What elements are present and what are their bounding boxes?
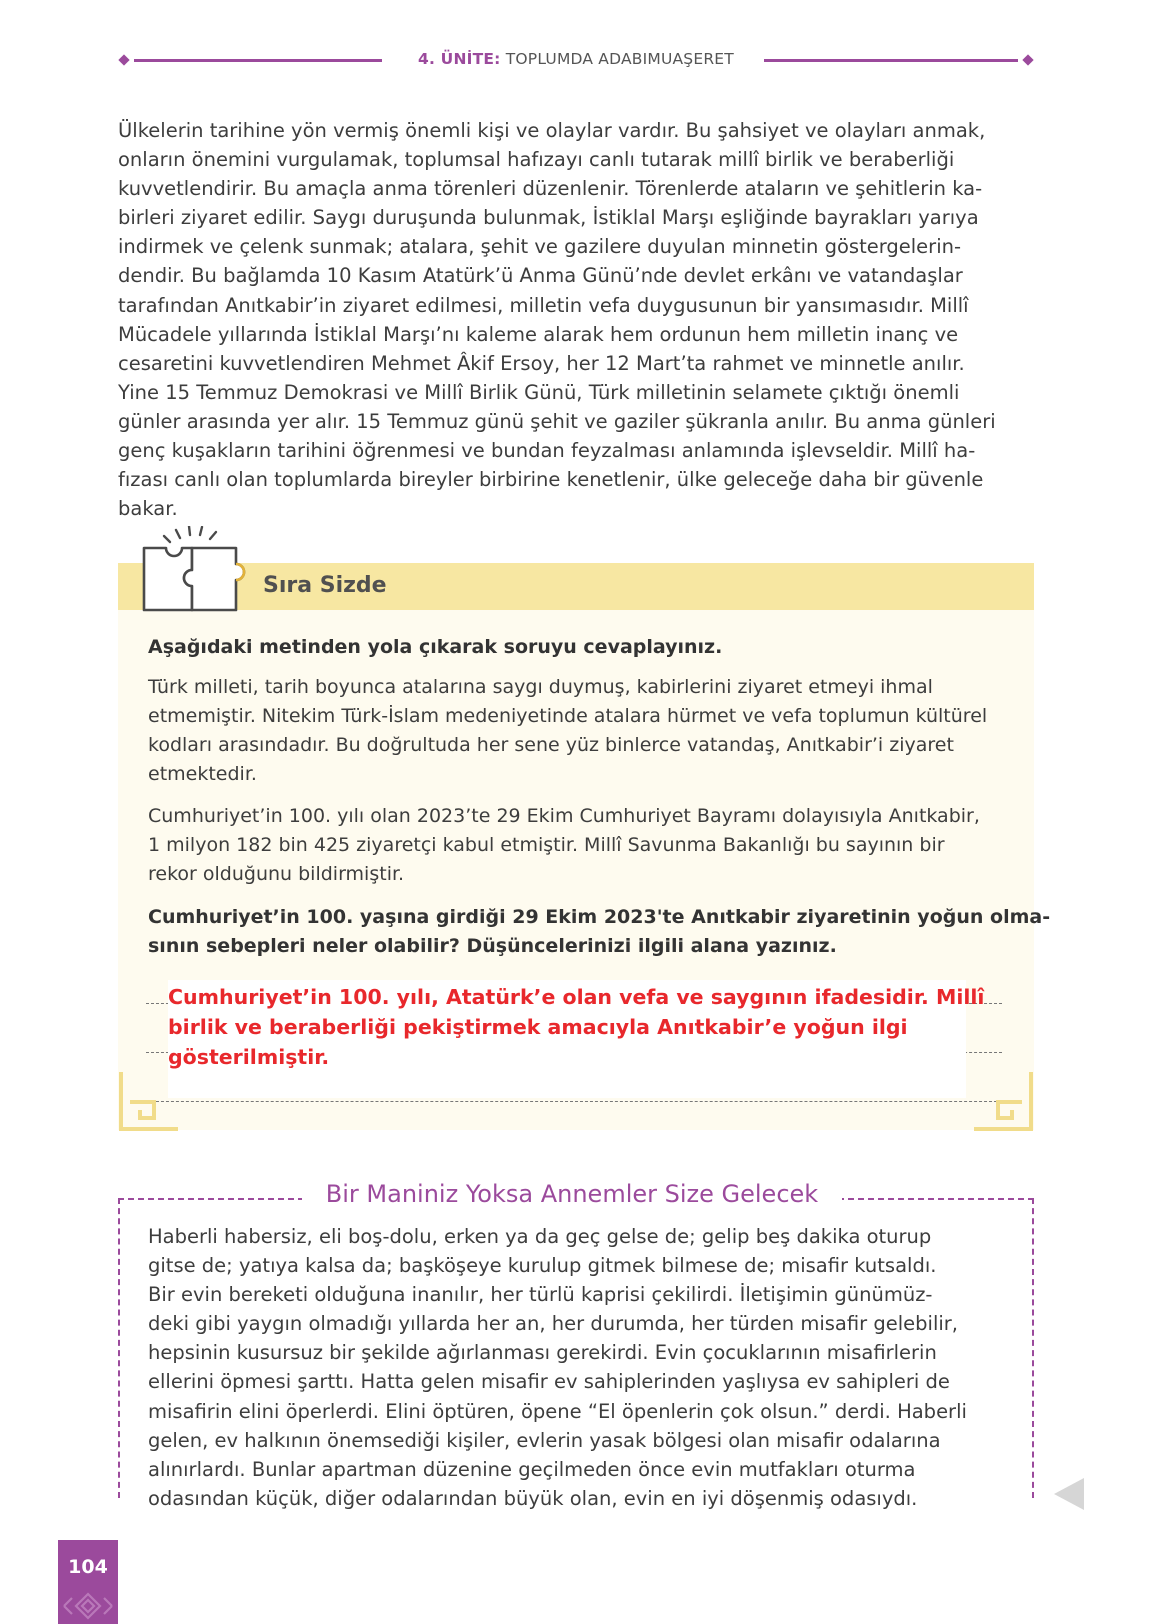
answer-line: Cumhuriyet’in 100. yılı, Atatürk’e olan vefa ve saygının ifadesidir. Millî: [168, 985, 985, 1009]
question-line: sının sebepleri neler olabilir? Düşüncelerinizi ilgili alana yazınız.: [148, 935, 837, 957]
text-line: rekor olduğunu bildirmiştir.: [148, 863, 405, 885]
unit-title: TOPLUMDA ADABIMUAŞERET: [505, 50, 734, 68]
reading-title: Bir Maniniz Yoksa Annemler Size Gelecek: [325, 1180, 819, 1208]
text-line: 1 milyon 182 bin 425 ziyaretçi kabul etmiştir. Millî Savunma Bakanlığı bu sayının bir: [148, 834, 945, 856]
answer-line: gösterilmiştir.: [168, 1045, 330, 1069]
text-line: tarafından Anıtkabir’in ziyaret edilmesi, milletin vefa duygusunun bir yansımasıdır. Millî: [118, 293, 969, 317]
text-line: günler arasında yer alır. 15 Temmuz günü şehit ve gaziler şükranla anılır. Bu anma günleri: [118, 409, 996, 433]
unit-label: 4. ÜNİTE:: [418, 50, 501, 68]
text-line: gitse de; yatıya kalsa da; başköşeye kurulup gitmek bilmese de; misafir kutsaldı.: [148, 1254, 937, 1278]
ornament-icon: [58, 1588, 118, 1624]
page-number: 104: [68, 1556, 108, 1578]
text-line: ellerini öpmesi şarttı. Hatta gelen misafir ev sahiplerinden yaşlıysa ev sahipleri de: [148, 1370, 950, 1394]
intro-paragraph: [118, 116, 1034, 523]
header-rule-left: [134, 59, 382, 62]
text-line: dendir. Bu bağlamda 10 Kasım Atatürk’ü Anma Günü’nde devlet erkânı ve vatandaşlar: [118, 264, 963, 288]
answer-text: [168, 982, 985, 1072]
question-line: Cumhuriyet’in 100. yaşına girdiği 29 Ekim 2023'te Anıtkabir ziyaretinin yoğun olma-: [148, 906, 1051, 928]
text-line: indirmek ve çelenk sunmak; atalara, şehit ve gazilere duyulan minnetin göstergelerin-: [118, 235, 962, 259]
text-line: birleri ziyaret edilir. Saygı duruşunda bulunmak, İstiklal Marşı eşliğinde bayrakları yarıya: [118, 206, 979, 230]
instruction-text: Aşağıdaki metinden yola çıkarak soruyu cevaplayınız.: [148, 636, 723, 658]
text-line: onların önemini vurgulamak, toplumsal hafızayı canlı tutarak millî birlik ve beraberliği: [118, 148, 955, 172]
previous-page-arrow-icon[interactable]: [1054, 1478, 1084, 1510]
text-line: Bir evin bereketi olduğuna inanılır, her türlü kaprisi çekilirdi. İletişimin günümüz-: [148, 1283, 933, 1307]
activity-paragraph-2: [148, 802, 1008, 889]
text-line: Mücadele yıllarında İstiklal Marşı’nı kaleme alarak hem ordunun hem milletin inanç ve: [118, 322, 959, 346]
answer-writing-line: [146, 1101, 1002, 1102]
text-line: alınırlardı. Bunlar apartman düzenine geçilmeden önce evin mutfakları oturma: [148, 1457, 916, 1481]
ornament-corner-left: [118, 1072, 178, 1132]
text-line: Yine 15 Temmuz Demokrasi ve Millî Birlik Günü, Türk milletinin selamete çıktığı önemli: [118, 380, 960, 404]
text-line: Türk milleti, tarih boyunca atalarına saygı duymuş, kabirlerini ziyaret etmeyi ihmal: [148, 676, 933, 698]
text-line: Haberli habersiz, eli boş-dolu, erken ya da geç gelse de; gelip beş dakika oturup: [148, 1225, 932, 1248]
text-line: etmektedir.: [148, 763, 257, 785]
text-line: misafirin elini öperlerdi. Elini öptüren, öpene “El öpenlerin çok olsun.” derdi. Haberli: [148, 1399, 967, 1423]
text-line: etmemiştir. Nitekim Türk-İslam medeniyetinde atalara hürmet ve vefa toplumun kültürel: [148, 705, 988, 727]
text-line: hepsinin kusursuz bir şekilde ağırlanması gerekirdi. Evin çocuklarının misafirlerin: [148, 1341, 937, 1365]
text-line: cesaretini kuvvetlendiren Mehmet Âkif Ersoy, her 12 Mart’ta rahmet ve minnetle anılır.: [118, 351, 965, 375]
text-line: kuvvetlendirir. Bu amaçla anma törenleri düzenlenir. Törenlerde ataların ve şehitlerin ka-: [118, 177, 983, 201]
text-line: gelen, ev halkının önemsediği kişiler, evlerin yasak bölgesi olan misafir odalarına: [148, 1428, 941, 1452]
puzzle-icon: [140, 526, 256, 614]
text-line: fızası canlı olan toplumlarda bireyler birbirine kenetlenir, ülke geleceğe daha bir güvenle: [118, 468, 984, 492]
text-line: genç kuşakların tarihini öğrenmesi ve bundan feyzalması anlamında işlevseldir. Millî ha-: [118, 439, 976, 463]
answer-line: birlik ve beraberliği pekiştirmek amacıyla Anıtkabir’e yoğun ilgi: [168, 1015, 908, 1039]
page-number-tab: [58, 1540, 118, 1624]
diamond-icon: [118, 54, 129, 65]
text-line: bakar.: [118, 497, 178, 521]
activity-title: Sıra Sizde: [263, 573, 387, 598]
text-line: deki gibi yaygın olmadığı yıllarda her an, her durumda, her türden misafir gelebilir,: [148, 1312, 959, 1336]
text-line: odasından küçük, diğer odalarından büyük olan, evin en iyi döşenmiş odasıydı.: [148, 1486, 918, 1510]
diamond-icon: [1022, 54, 1033, 65]
activity-question: [148, 903, 1051, 961]
reading-text: [148, 1222, 1028, 1513]
text-line: kodları arasındadır. Bu doğrultuda her sene yüz binlerce vatandaş, Anıtkabir’i ziyaret: [148, 734, 954, 756]
header-rule-right: [764, 59, 1018, 62]
header-title: [386, 50, 766, 68]
activity-paragraph-1: [148, 673, 1008, 789]
page-header: [118, 48, 1034, 72]
ornament-corner-right: [974, 1072, 1034, 1132]
text-line: Cumhuriyet’in 100. yılı olan 2023’te 29 Ekim Cumhuriyet Bayramı dolayısıyla Anıtkabir,: [148, 805, 980, 827]
text-line: Ülkelerin tarihine yön vermiş önemli kişi ve olaylar vardır. Bu şahsiyet ve olayları anmak,: [118, 119, 986, 142]
activity-instruction: [148, 633, 1008, 662]
